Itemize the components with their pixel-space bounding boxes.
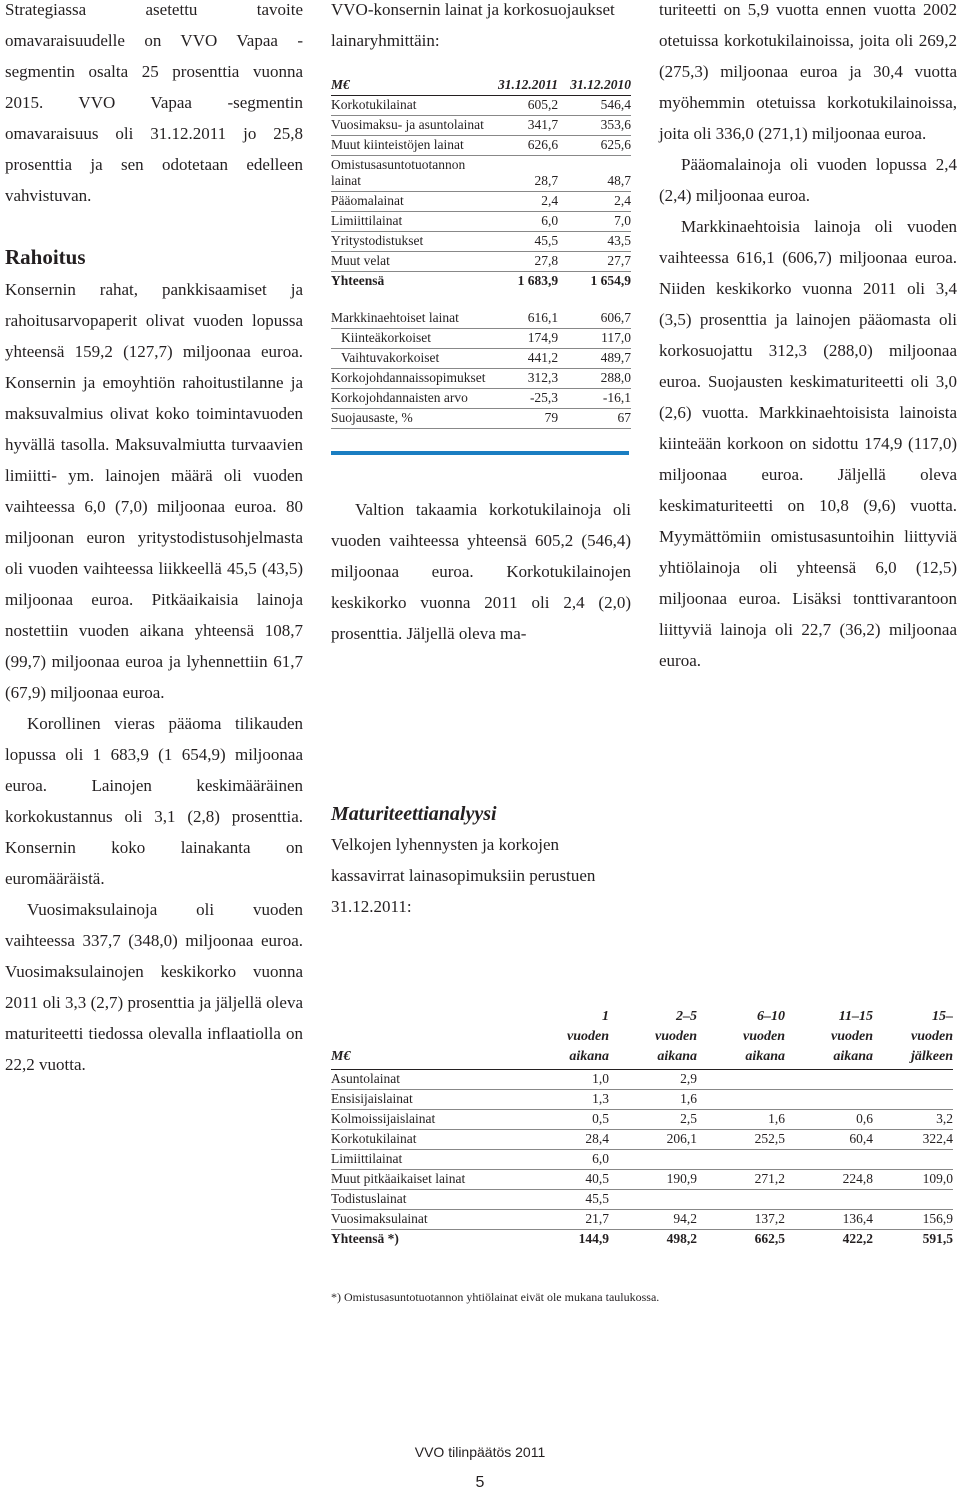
- cell-value: [873, 1190, 953, 1210]
- cell-value: 441,2: [486, 349, 559, 369]
- cell-value: 2,5: [609, 1110, 697, 1130]
- table-row: [331, 1070, 953, 1090]
- row-label: Muut velat: [331, 252, 486, 272]
- paragraph: turiteetti on 5,9 vuotta ennen vuotta 2002 otetuissa korkotukilainoissa, joita oli 269,2 (275,3) miljoonaa euroa ja 30,4 vuotta myöhemmin otetuissa korkotukilainoissa, joita oli 336,0 (271,1) miljoonaa euroa.: [659, 0, 957, 143]
- page-number: 5: [475, 1474, 485, 1491]
- cell-value: 40,5: [521, 1170, 609, 1190]
- cell-value: 626,6: [486, 136, 559, 156]
- table-row: [331, 192, 631, 212]
- cell-value: 174,9: [486, 329, 559, 349]
- cell-value: 60,4: [785, 1130, 873, 1150]
- row-label: Limiittilainat: [331, 212, 486, 232]
- cell-value: 1,0: [521, 1070, 609, 1090]
- table-header-row: M€ 31.12.2011 31.12.2010: [331, 76, 631, 96]
- cell-value: 28,4: [521, 1130, 609, 1150]
- cell-value: [609, 1150, 697, 1170]
- table-row: [331, 96, 631, 116]
- row-label: Muut kiinteistöjen lainat: [331, 136, 486, 156]
- section-heading: Rahoitus: [5, 245, 86, 269]
- table-row: [331, 1210, 953, 1230]
- table-row: [331, 156, 631, 192]
- table-row: [331, 252, 631, 272]
- row-label: Vaihtuvakorkoiset: [331, 349, 486, 369]
- loans-table: [331, 76, 631, 429]
- cell-value: 79: [486, 409, 559, 429]
- cell-value: [785, 1190, 873, 1210]
- footer-title: VVO tilinpäätös 2011: [414, 1444, 546, 1460]
- maturity-table: [331, 1006, 953, 1249]
- row-label: Korkotukilainat: [331, 1130, 521, 1150]
- cell-value: 117,0: [558, 329, 631, 349]
- cell-value: 0,6: [785, 1110, 873, 1130]
- table-row: [331, 309, 631, 329]
- cell-value: 271,2: [697, 1170, 785, 1190]
- cell-value: 48,7: [558, 156, 631, 192]
- table-row: [331, 349, 631, 369]
- cell-value: 1,3: [521, 1090, 609, 1110]
- cell-value: [873, 1150, 953, 1170]
- cell-value: 312,3: [486, 369, 559, 389]
- cell-value: 94,2: [609, 1210, 697, 1230]
- column-left: [5, 0, 303, 1080]
- cell-value: 43,5: [558, 232, 631, 252]
- cell-value: 288,0: [558, 369, 631, 389]
- table-row: [331, 116, 631, 136]
- text-block: Valtion takaamia korkotukilainoja oli vuoden vaihteessa yhteensä 605,2 (546,4) miljoonaa euroa. Korkotukilainojen keskikorko vuonna 2011 oli 2,4 (2,0) prosenttia. Jäljellä oleva ma-: [331, 500, 631, 643]
- table-intro: VVO-konsernin lainat ja korkosuojaukset lainaryhmittäin:: [331, 0, 615, 50]
- cell-value: [697, 1090, 785, 1110]
- cell-value: 28,7: [486, 156, 559, 192]
- table-header-row: M€ 1 vuoden aikana 2–5 vuoden aikana 6–10 vuoden aikana 11–15 vuoden aikana 15– vuoden jälkeen: [331, 1006, 953, 1070]
- cell-value: 206,1: [609, 1130, 697, 1150]
- cell-value: 353,6: [558, 116, 631, 136]
- cell-value: 252,5: [697, 1130, 785, 1150]
- column-middle: [331, 0, 631, 922]
- table-row: [331, 232, 631, 252]
- row-label: Todistuslainat: [331, 1190, 521, 1210]
- paragraph: Pääomalainoja oli vuoden lopussa 2,4 (2,4) miljoonaa euroa.: [659, 155, 957, 205]
- row-label: Muut pitkäaikaiset lainat: [331, 1170, 521, 1190]
- cell-value: 136,4: [785, 1210, 873, 1230]
- paragraph: Korollinen vieras pääoma tilikauden lopussa oli 1 683,9 (1 654,9) miljoonaa euroa. Lainojen keskimääräinen korkokustannus oli 3,1 (2,8) prosenttia. Konsernin koko lainakanta on euromääräistä.: [5, 714, 303, 888]
- table-row: [331, 1130, 953, 1150]
- table-row: [331, 1190, 953, 1210]
- cell-value: [873, 1090, 953, 1110]
- row-label: Korkojohdannaisten arvo: [331, 389, 486, 409]
- row-label: Asuntolainat: [331, 1070, 521, 1090]
- table-row: [331, 1090, 953, 1110]
- row-label: Kiinteäkorkoiset: [331, 329, 486, 349]
- paragraph: Vuosimaksulainoja oli vuoden vaihteessa 337,7 (348,0) miljoonaa euroa. Vuosimaksulainojen keskikorko vuonna 2011 oli 3,3 (2,7) prosenttia ja jäljellä oleva maturiteetti tiedossa olevalla inflaatiolla on 22,2 vuotta.: [5, 900, 303, 1074]
- cell-value: 45,5: [521, 1190, 609, 1210]
- table-row: [331, 1110, 953, 1130]
- cell-value: 109,0: [873, 1170, 953, 1190]
- row-label: Suojausaste, %: [331, 409, 486, 429]
- cell-value: -16,1: [558, 389, 631, 409]
- table-row: [331, 1150, 953, 1170]
- cell-value: 322,4: [873, 1130, 953, 1150]
- paragraph: Strategiassa asetettu tavoite omavaraisuudelle on VVO Vapaa -segmentin osalta 25 prosenttia vuonna 2015. VVO Vapaa -segmentin omavaraisuus oli 31.12.2011 jo 25,8 prosenttia ja sen odotetaan edelleen vahvistuvan.: [5, 0, 303, 205]
- footnote: *) Omistusasuntotuotannon yhtiölainat eivät ole mukana taulukossa.: [331, 1290, 660, 1304]
- paragraph: Markkinaehtoisia lainoja oli vuoden vaihteessa 616,1 (606,7) miljoonaa euroa. Niiden keskikorko vuonna 2011 oli 3,4 (3,5) prosenttia ja lainojen pääomasta oli korkosuojattu 312,3 (288,0) miljoonaa euroa. Suojausten keskimaturiteetti oli 3,0 (2,6) vuotta. Markkinaehtoisista lainoista kiinteään korkoon on sidottu 174,9 (117,0) miljoonaa euroa. Jäljellä oleva keskimaturiteetti on 10,8 (9,6) vuotta. Myymättömiin omistusasuntoihin liittyviä yhtiölainoja oli yhteensä 6,0 (12,5) miljoonaa euroa. Lisäksi tonttivarantoon liittyviä lainoja oli 22,7 (36,2) miljoonaa euroa.: [659, 217, 957, 670]
- cell-value: [785, 1150, 873, 1170]
- text-block: Velkojen lyhennysten ja korkojen kassavirrat lainasopimuksiin perustuen 31.12.2011:: [331, 835, 596, 916]
- paragraph: Konsernin rahat, pankkisaamiset ja rahoitusarvopaperit olivat vuoden lopussa yhteensä 159,2 (127,7) miljoonaa euroa. Konsernin ja emoyhtiön rahoitustilanne ja maksuvalmius olivat koko toimintavuoden hyvällä tasolla. Maksuvalmiutta turvaavien limiitti- ym. lainojen määrä oli vuoden vaihteessa 6,0 (7,0) miljoonaa euroa. 80 miljoonan euron yritystodistusohjelmasta oli vuoden vaihteessa liikkeellä 45,5 (43,5) miljoonaa euroa. Pitkäaikaisia lainoja nostettiin vuoden aikana yhteensä 108,7 (99,7) miljoonaa euroa ja lyhennettiin 61,7 (67,9) miljoonaa euroa.: [5, 280, 303, 702]
- cell-value: [609, 1190, 697, 1210]
- cell-value: 7,0: [558, 212, 631, 232]
- table-total-row: Yhteensä *) 144,9 498,2 662,5 422,2 591,5: [331, 1231, 953, 1246]
- cell-value: [697, 1070, 785, 1090]
- cell-value: 27,7: [558, 252, 631, 272]
- cell-value: 1,6: [609, 1090, 697, 1110]
- row-label: Korkojohdannaissopimukset: [331, 369, 486, 389]
- table-row: [331, 212, 631, 232]
- cell-value: 606,7: [558, 309, 631, 329]
- cell-value: 67: [558, 409, 631, 429]
- cell-value: 21,7: [521, 1210, 609, 1230]
- table-row: [331, 329, 631, 349]
- cell-value: [697, 1150, 785, 1170]
- cell-value: 190,9: [609, 1170, 697, 1190]
- row-label: Korkotukilainat: [331, 96, 486, 116]
- row-label: Markkinaehtoiset lainat: [331, 309, 486, 329]
- cell-value: [785, 1090, 873, 1110]
- row-label: Yritystodistukset: [331, 232, 486, 252]
- table-row: [331, 369, 631, 389]
- table-total-row: Yhteensä 1 683,9 1 654,9: [331, 273, 631, 288]
- row-label: Kolmoissijaislainat: [331, 1110, 521, 1130]
- table-row: [331, 136, 631, 156]
- column-right: [659, 0, 957, 676]
- cell-value: [873, 1070, 953, 1090]
- cell-value: 156,9: [873, 1210, 953, 1230]
- cell-value: 137,2: [697, 1210, 785, 1230]
- table-row: [331, 409, 631, 429]
- row-label: Pääomalainat: [331, 192, 486, 212]
- cell-value: 616,1: [486, 309, 559, 329]
- cell-value: 0,5: [521, 1110, 609, 1130]
- cell-value: [697, 1190, 785, 1210]
- cell-value: 6,0: [486, 212, 559, 232]
- cell-value: 546,4: [558, 96, 631, 116]
- accent-rule: [331, 451, 629, 455]
- cell-value: 2,9: [609, 1070, 697, 1090]
- row-label: Vuosimaksulainat: [331, 1210, 521, 1230]
- cell-value: 2,4: [558, 192, 631, 212]
- cell-value: 2,4: [486, 192, 559, 212]
- cell-value: 1,6: [697, 1110, 785, 1130]
- row-label: Vuosimaksu- ja asuntolainat: [331, 116, 486, 136]
- cell-value: 224,8: [785, 1170, 873, 1190]
- cell-value: 605,2: [486, 96, 559, 116]
- cell-value: 625,6: [558, 136, 631, 156]
- cell-value: 27,8: [486, 252, 559, 272]
- cell-value: 6,0: [521, 1150, 609, 1170]
- cell-value: [785, 1070, 873, 1090]
- table-row: [331, 1170, 953, 1190]
- row-label: Omistusasuntotuotannon lainat: [331, 156, 486, 192]
- row-label: Limiittilainat: [331, 1150, 521, 1170]
- table-row: [331, 389, 631, 409]
- cell-value: 341,7: [486, 116, 559, 136]
- cell-value: 45,5: [486, 232, 559, 252]
- section-heading: Maturiteettianalyysi: [331, 803, 497, 825]
- cell-value: 3,2: [873, 1110, 953, 1130]
- cell-value: -25,3: [486, 389, 559, 409]
- cell-value: 489,7: [558, 349, 631, 369]
- row-label: Ensisijaislainat: [331, 1090, 521, 1110]
